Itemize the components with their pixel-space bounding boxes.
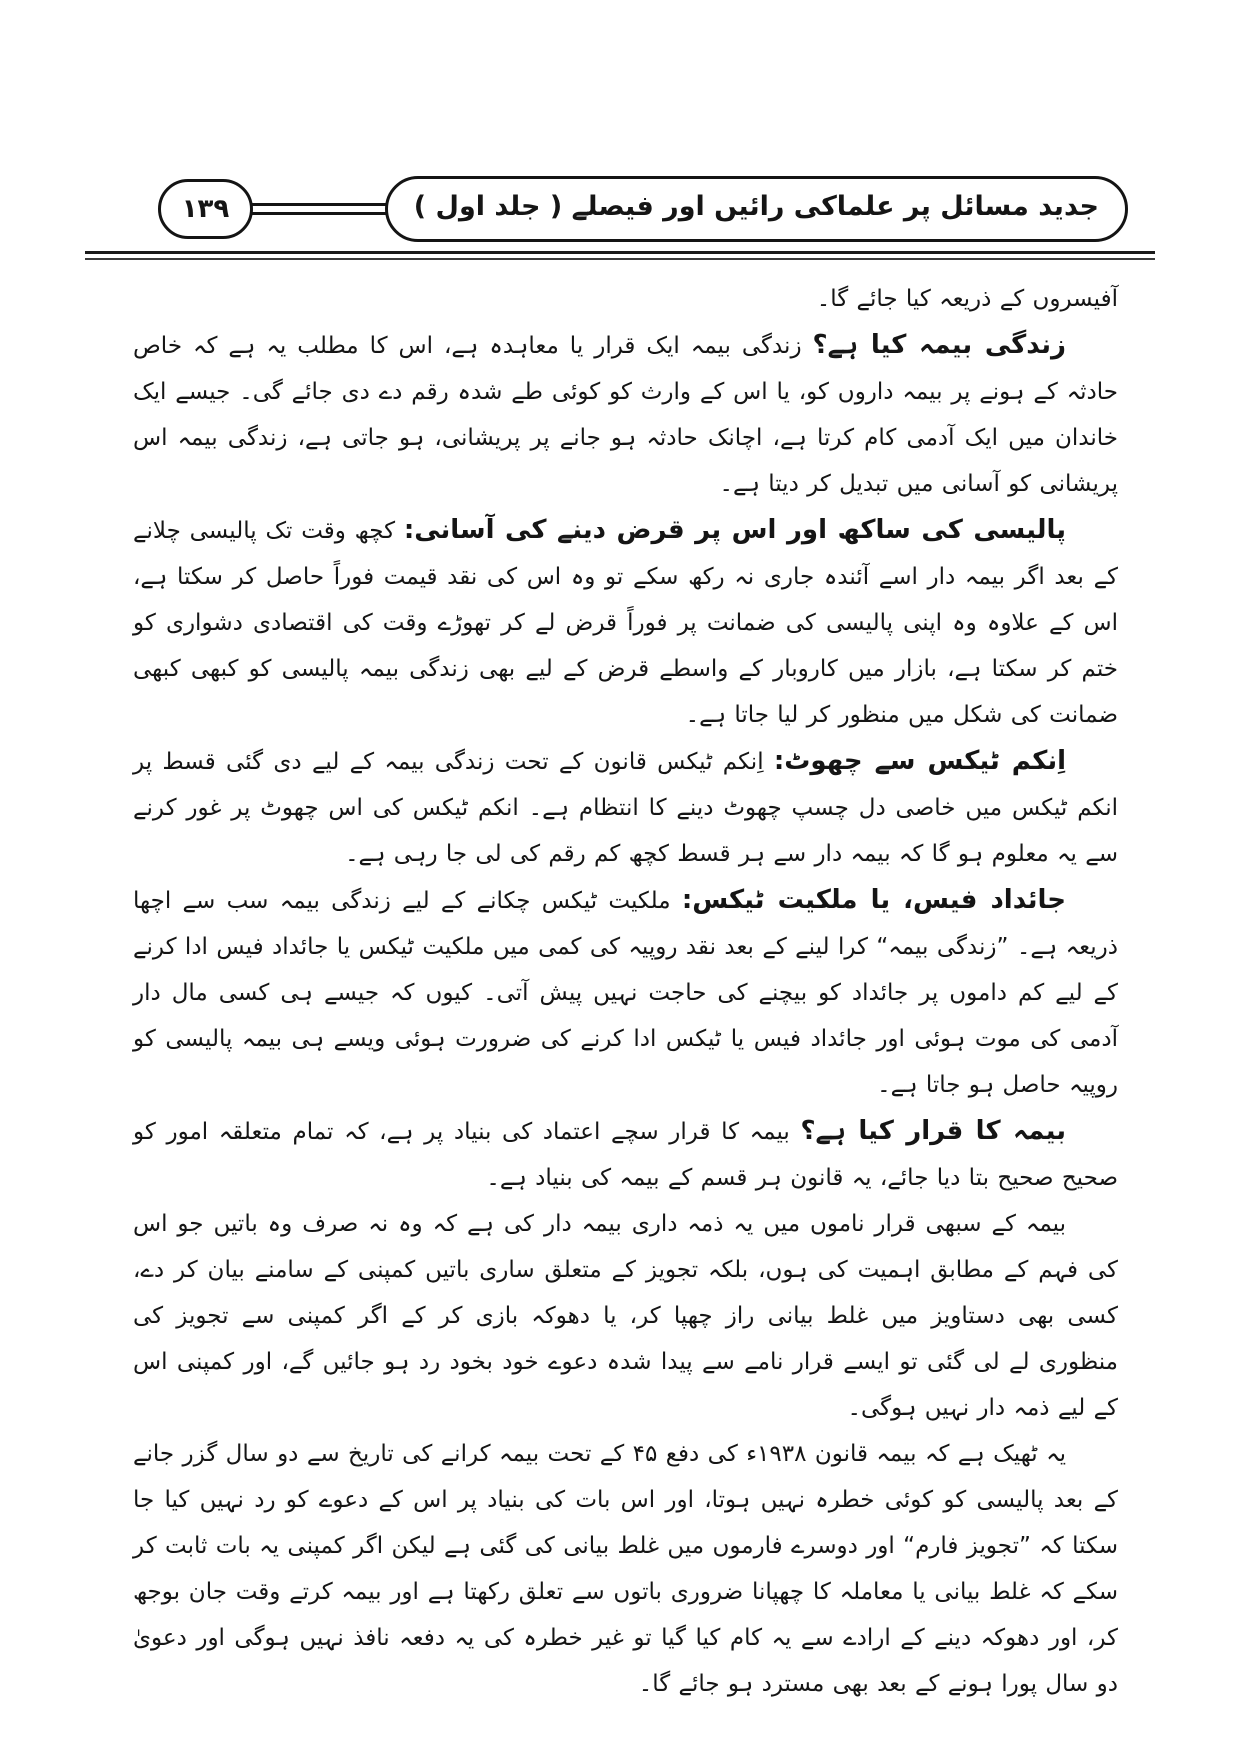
- paragraph-heading: اِنکم ٹیکس سے چھوٹ:: [773, 746, 1066, 776]
- page-header: [158, 176, 1128, 242]
- page-number-badge: [158, 179, 253, 239]
- paragraph-text: ملکیت ٹیکس چکانے کے لیے زندگی بیمہ سب سے اچھا ذریعہ ہے۔ ”زندگی بیمہ“ کرا لینے کے بعد نقد روپیہ کی کمی میں ملکیت ٹیکس یا جائداد فیس ادا کرنے کے لیے کم داموں پر جائداد کو بیچنے کی حاجت نہیں پیش آتی۔ کیوں کہ جیسے ہی کسی مال دار آدمی کی موت ہوئی اور جائداد فیس یا ٹیکس ادا کرنے کی ضرورت ہوئی ویسے ہی بیمہ پالیسی کو روپیہ حاصل ہو جاتا ہے۔: [133, 888, 1118, 1098]
- page-content: [133, 276, 1118, 1707]
- page-number: ۱۳۹: [181, 194, 230, 224]
- paragraph-estate-duty: [133, 877, 1118, 1108]
- paragraph-text: بیمہ کے سبھی قرار ناموں میں یہ ذمہ داری بیمہ دار کی ہے کہ وہ نہ صرف وہ باتیں جو اس کی فہم کے مطابق اہمیت کی ہوں، بلکہ تجویز کے متعلق ساری باتیں کمپنی کے سامنے بیان کر دے، کسی بھی دستاویز میں غلط بیانی راز چھپا کر، یا دھوکہ بازی کر کے اگر کمپنی سے تجویز کی منظوری لے لی گئی تو ایسے قرار نامے سے پیدا شدہ دعوے خود بخود رد ہو جائیں گے، اور کمپنی اس کے لیے ذمہ دار نہیں ہوگی۔: [133, 1211, 1118, 1421]
- paragraph-text: بیمہ کا قرار سچے اعتماد کی بنیاد پر ہے، کہ تمام متعلقہ امور کو صحیح صحیح بتا دیا جائے، یہ قانون ہر قسم کے بیمہ کی بنیاد ہے۔: [133, 1119, 1118, 1191]
- paragraph-text: زندگی بیمہ ایک قرار یا معاہدہ ہے، اس کا مطلب یہ ہے کہ خاص حادثہ کے ہونے پر بیمہ داروں کو، یا اس کے وارث کو کوئی طے شدہ رقم دے دی جائے گی۔ جیسے ایک خاندان میں ایک آدمی کام کرتا ہے، اچانک حادثہ ہو جانے پر پریشانی، ہو جاتی ہے، زندگی بیمہ اس پریشانی کو آسانی میں تبدیل کر دیتا ہے۔: [133, 333, 1118, 497]
- paragraph-policy-credit: [133, 507, 1118, 738]
- header-divider-rule: [85, 251, 1155, 260]
- header-connector-line: [250, 203, 388, 215]
- paragraph-text: یہ ٹھیک ہے کہ بیمہ قانون ۱۹۳۸ء کی دفع ۴۵ کے تحت بیمہ کرانے کی تاریخ سے دو سال گزر جانے کے بعد پالیسی کو کوئی خطرہ نہیں ہوتا، اور اس بات کی بنیاد پر اس کے دعوے کو رد نہیں کیا جا سکتا کہ ”تجویز فارم“ اور دوسرے فارموں میں غلط بیانی کی گئی ہے لیکن اگر کمپنی یہ بات ثابت کر سکے کہ غلط بیانی یا معاملہ کا چھپانا ضروری باتوں سے تعلق رکھتا ہے اور بیمہ کرتے وقت جان بوجھ کر، اور دھوکہ دینے کے ارادے سے یہ کام کیا گیا تو غیر خطرہ کی یہ دفعہ نافذ نہیں ہوگی اور دعویٰ دو سال پورا ہونے کے بعد بھی مسترد ہو جائے گا۔: [133, 1441, 1118, 1697]
- paragraph-continuation: [133, 276, 1118, 322]
- paragraph-text: آفیسروں کے ذریعہ کیا جائے گا۔: [816, 286, 1118, 312]
- paragraph-heading: بیمہ کا قرار کیا ہے؟: [800, 1116, 1066, 1146]
- paragraph-life-insurance-definition: [133, 322, 1118, 507]
- paragraph-heading: جائداد فیس، یا ملکیت ٹیکس:: [681, 885, 1066, 915]
- book-title-cartouche: [385, 176, 1128, 242]
- paragraph-heading: پالیسی کی ساکھ اور اس پر قرض دینے کی آسانی:: [403, 515, 1066, 545]
- paragraph-income-tax-exemption: [133, 738, 1118, 877]
- paragraph-disclosure-duty: [133, 1201, 1118, 1431]
- paragraph-text: کچھ وقت تک پالیسی چلانے کے بعد اگر بیمہ دار اسے آئندہ جاری نہ رکھ سکے تو وہ اس کی نقد قیمت فوراً حاصل کر سکتا ہے، اس کے علاوہ وہ اپنی پالیسی کی ضمانت پر فوراً قرض لے کر تھوڑے وقت کی اقتصادی دشواری کو ختم کر سکتا ہے، بازار میں کاروبار کے واسطے قرض کے لیے بھی زندگی بیمہ پالیسی کو کبھی کبھی ضمانت کی شکل میں منظور کر لیا جاتا ہے۔: [133, 518, 1118, 728]
- paragraph-text: اِنکم ٹیکس قانون کے تحت زندگی بیمہ کے لیے دی گئی قسط پر انکم ٹیکس میں خاصی دل چسپ چھوٹ دینے کا انتظام ہے۔ انکم ٹیکس کی اس چھوٹ پر غور کرنے سے یہ معلوم ہو گا کہ بیمہ دار سے ہر قسط کچھ کم رقم کی لی جا رہی ہے۔: [133, 749, 1118, 867]
- paragraph-heading: زندگی بیمہ کیا ہے؟: [812, 330, 1066, 360]
- book-title: جدید مسائل پر علماکی رائیں اور فیصلے ( جلد اول ): [413, 190, 1099, 222]
- paragraph-insurance-contract: [133, 1108, 1118, 1201]
- paragraph-act-1938-section-45: [133, 1431, 1118, 1707]
